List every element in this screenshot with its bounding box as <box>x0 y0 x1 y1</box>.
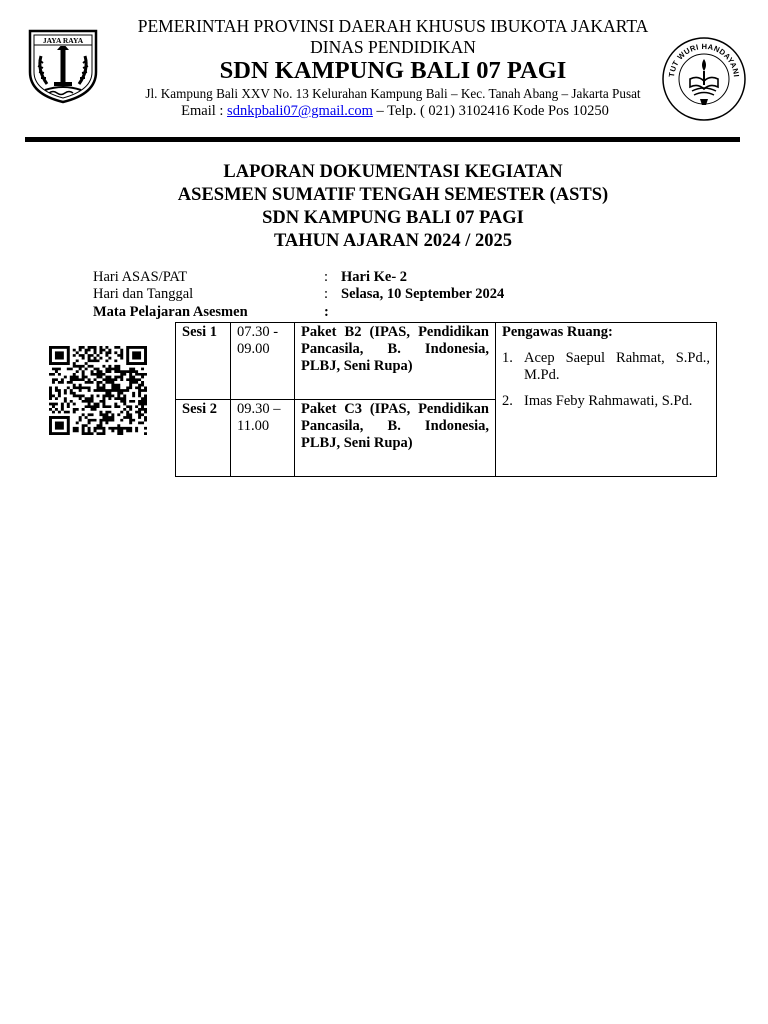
tut-wuri-handayani-logo <box>660 35 748 123</box>
schedule-table <box>175 322 717 477</box>
session-name: Sesi 1 <box>176 323 231 400</box>
supervisor-name: Imas Feby Rahmawati, S.Pd. <box>524 393 693 409</box>
supervisors-list <box>502 350 710 410</box>
info-label: Hari ASAS/PAT <box>93 269 188 285</box>
school-name: SDN KAMPUNG BALI 07 PAGI <box>219 57 567 84</box>
list-number: 1. <box>502 350 513 366</box>
supervisors-cell <box>496 323 717 477</box>
email-label: Email : <box>181 103 228 119</box>
info-value: Selasa, 10 September 2024 <box>341 286 505 302</box>
report-title-line-3: SDN KAMPUNG BALI 07 PAGI <box>262 208 524 228</box>
supervisors-title: Pengawas Ruang: <box>502 324 613 340</box>
list-item <box>502 393 710 410</box>
list-item <box>502 350 710 384</box>
department-name: DINAS PENDIDIKAN <box>310 37 476 57</box>
report-title-line-2: ASESMEN SUMATIF TENGAH SEMESTER (ASTS) <box>177 185 609 205</box>
report-title-line-4: TAHUN AJARAN 2024 / 2025 <box>273 231 513 251</box>
jaya-raya-text: JAYA RAYA <box>42 36 84 45</box>
info-value: Hari Ke- 2 <box>341 269 408 285</box>
logo-motto-text: TUT WURI HANDAYANI <box>667 41 741 78</box>
info-label: Mata Pelajaran Asesmen <box>93 304 248 320</box>
jakarta-emblem-logo <box>27 28 99 104</box>
session-time: 09.30 – 11.00 <box>231 400 295 477</box>
qr-code <box>49 346 147 435</box>
school-contact <box>160 103 630 120</box>
government-name: PEMERINTAH PROVINSI DAERAH KHUSUS IBUKOTA JAKARTA <box>137 16 649 36</box>
school-address: Jl. Kampung Bali XXV No. 13 Kelurahan Kampung Bali – Kec. Tanah Abang – Jakarta Pusat <box>145 86 641 101</box>
info-colon: : <box>324 286 329 302</box>
session-package: Paket C3 (IPAS, Pendidikan Pancasila, B. Indonesia, PLBJ, Seni Rupa) <box>295 400 496 477</box>
report-title-line-1: LAPORAN DOKUMENTASI KEGIATAN <box>223 162 563 182</box>
list-number: 2. <box>502 393 513 409</box>
table-row <box>176 323 717 400</box>
session-package: Paket B2 (IPAS, Pendidikan Pancasila, B. Indonesia, PLBJ, Seni Rupa) <box>295 323 496 400</box>
info-label: Hari dan Tanggal <box>93 286 194 302</box>
supervisor-name: Acep Saepul Rahmat, S.Pd., M.Pd. <box>524 350 710 383</box>
info-colon: : <box>324 269 329 285</box>
email-link[interactable]: sdnkpbali07@gmail.com <box>227 103 373 119</box>
info-colon: : <box>324 304 329 320</box>
letterhead-divider <box>25 137 740 142</box>
phone-text: – Telp. ( 021) 3102416 Kode Pos 10250 <box>372 103 609 119</box>
session-name: Sesi 2 <box>176 400 231 477</box>
session-time: 07.30 - 09.00 <box>231 323 295 400</box>
